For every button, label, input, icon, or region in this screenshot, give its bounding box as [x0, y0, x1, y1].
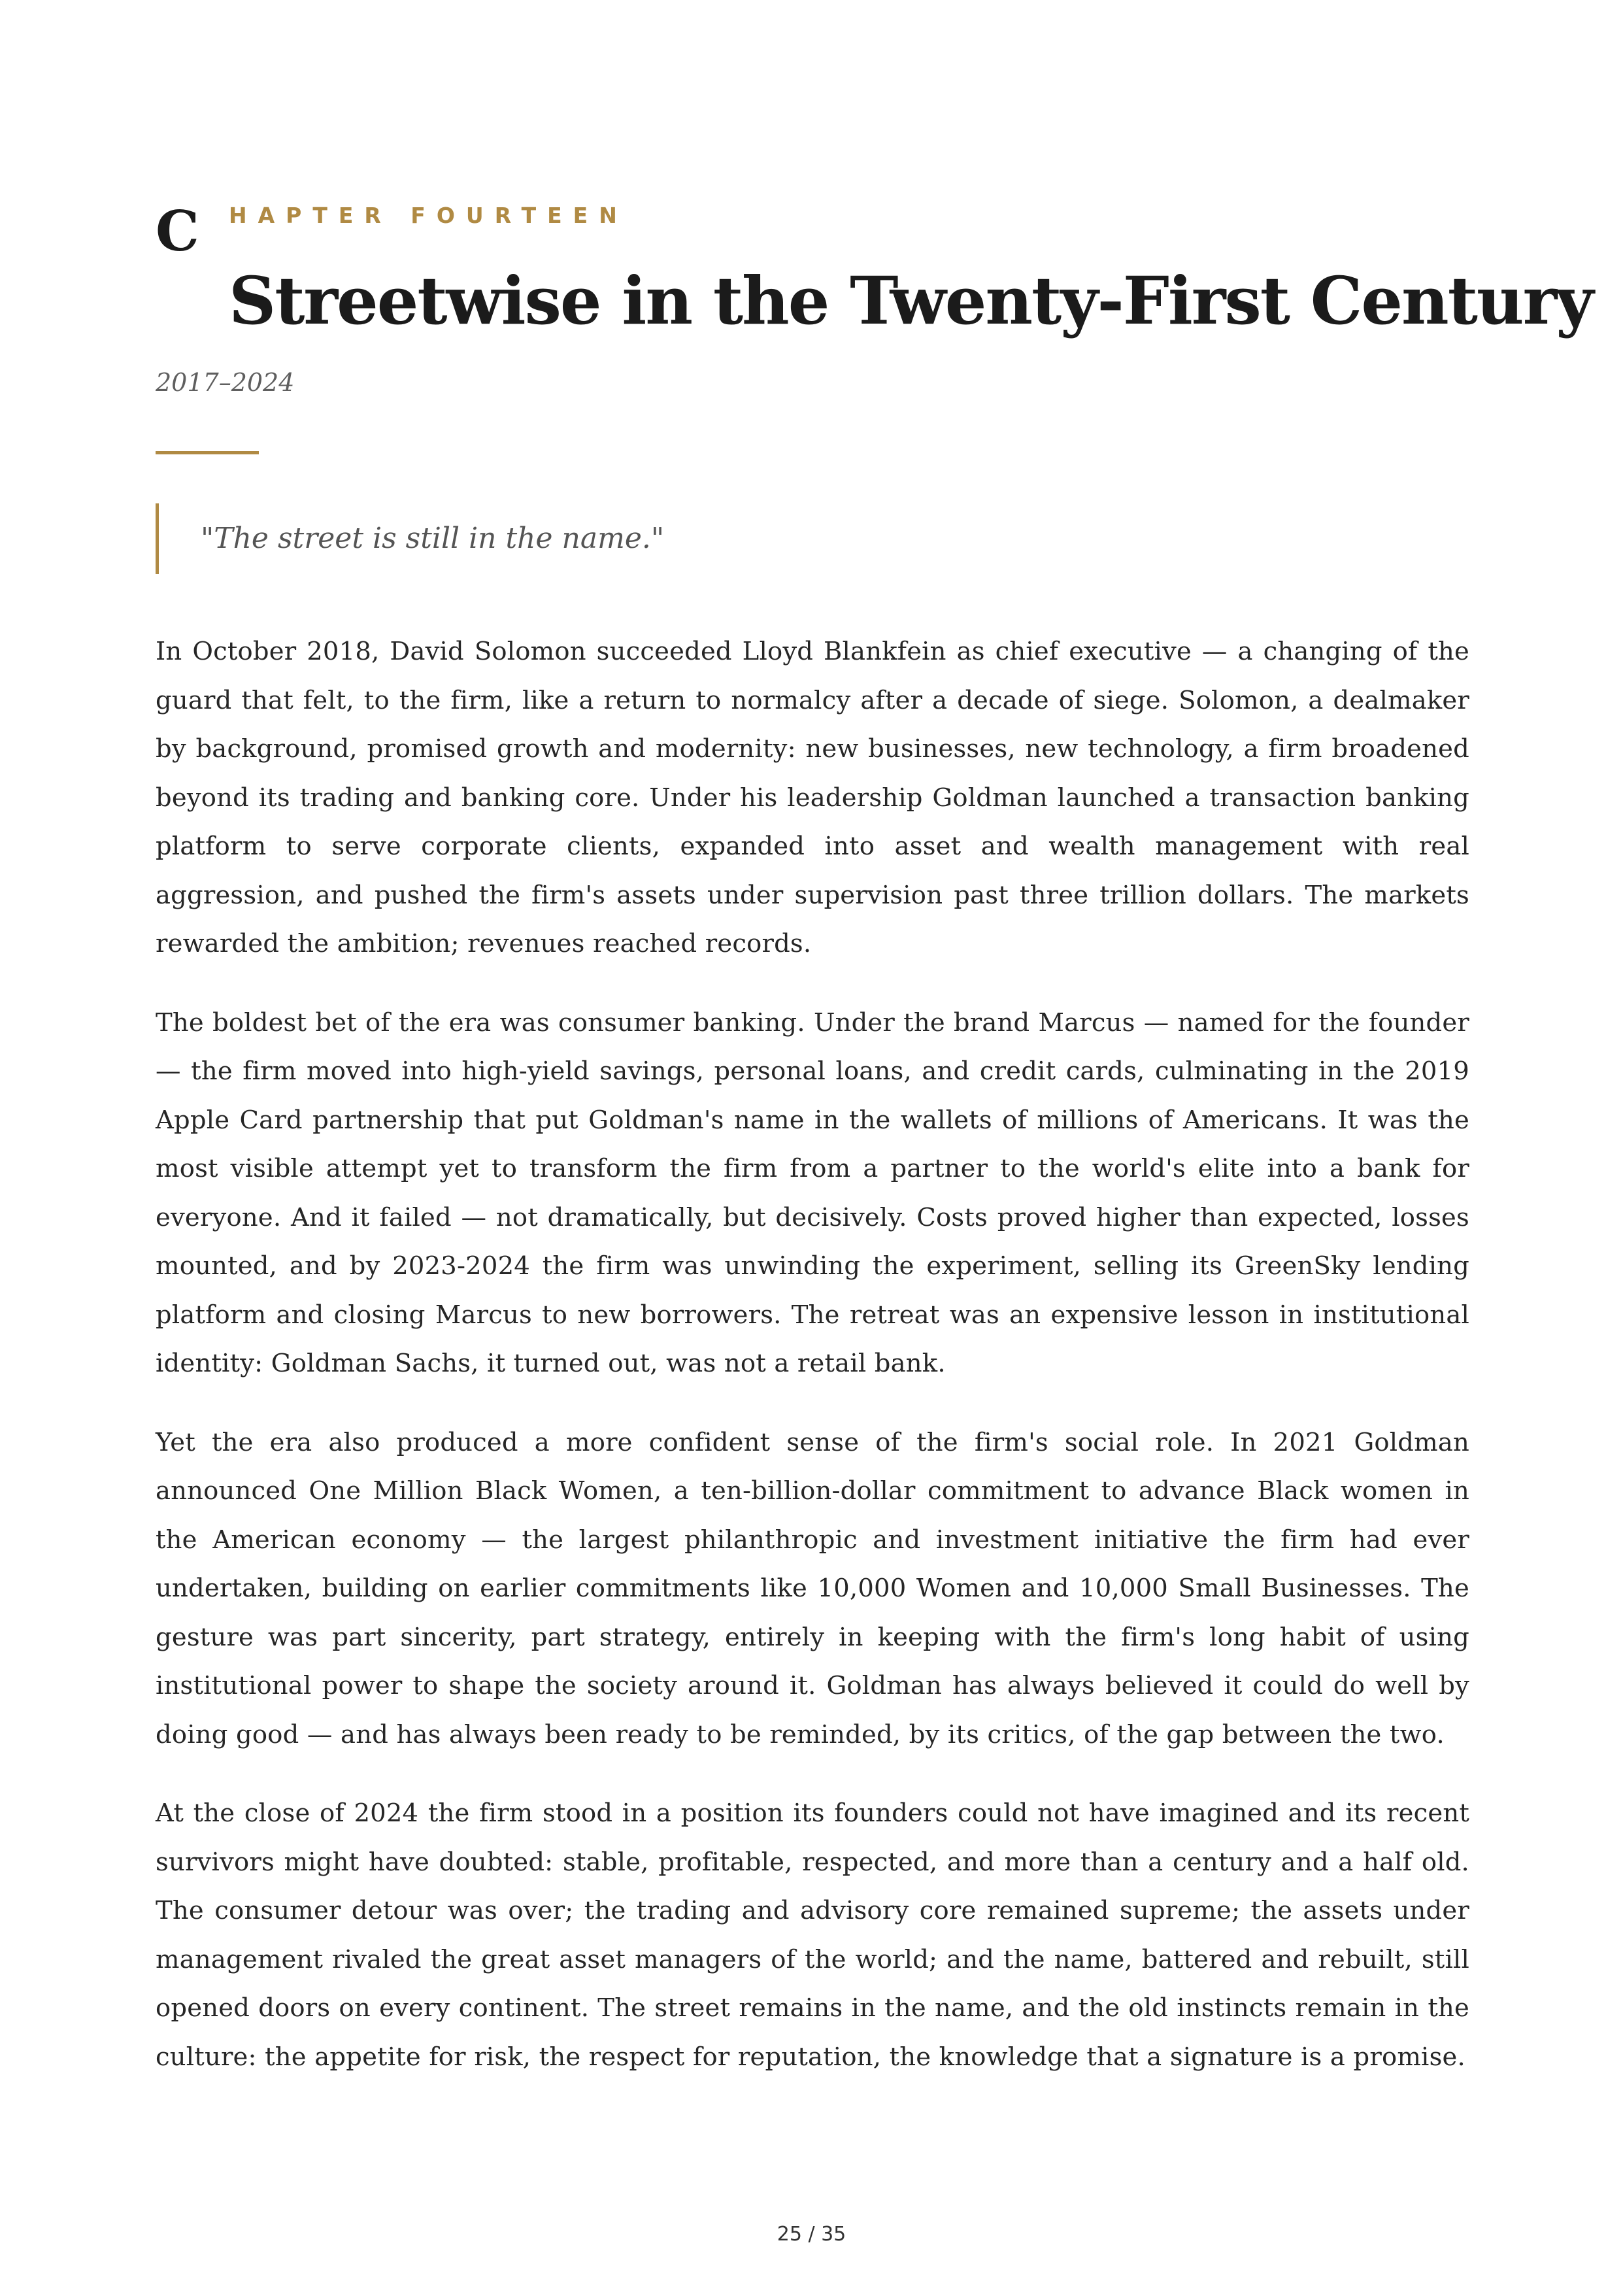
chapter-body — [156, 628, 1469, 2112]
body-paragraph-1: In October 2018, David Solomon succeeded Lloyd Blankfein as chief executive — a changing of the guard that felt, to the firm, like a return to normalcy after a decade of siege. Solomon, a dealmaker by background, promised growth and modernity: new businesses, new technology, a firm broadened beyond its trading and banking core. Under his leadership Goldman launched a transaction banking platform to serve corporate clients, expanded into asset and wealth management with real aggression, and pushed the firm's assets under supervision past three trillion dollars. The markets rewarded the ambition; revenues reached records. — [156, 637, 1469, 958]
epigraph-block — [156, 503, 1397, 574]
chapter-years: 2017–2024 — [156, 368, 295, 397]
body-paragraph-2: The boldest bet of the era was consumer banking. Under the brand Marcus — named for the founder — the firm moved into high-yield savings, personal loans, and credit cards, culminating in the 2019 Apple Card partnership that put Goldman's name in the wallets of millions of Americans. It was the most visible attempt yet to transform the firm from a partner to the world's elite into a bank for everyone. And it failed — not dramatically, but decisively. Costs proved higher than expected, losses mounted, and by 2023-2024 the firm was unwinding the experiment, selling its GreenSky lending platform and closing Marcus to new borrowers. The retreat was an expensive lesson in institutional identity: Goldman Sachs, it turned out, was not a retail bank. — [156, 1007, 1469, 1378]
chapter-drop-initial: C — [156, 199, 199, 263]
chapter-label: HAPTER FOURTEEN — [229, 203, 628, 228]
epigraph-quote: "The street is still in the name." — [201, 522, 665, 555]
decorative-rule — [156, 451, 259, 454]
page-number: 25 / 35 — [777, 2223, 846, 2246]
chapter-heading — [156, 196, 1593, 353]
chapter-title: Streetwise in the Twenty-First Century — [229, 262, 1593, 339]
body-paragraph-3: Yet the era also produced a more confident sense of the firm's social role. In 2021 Goldman announced One Million Black Women, a ten-billion-dollar commitment to advance Black women in the American economy — the largest philanthropic and investment initiative the firm had ever undertaken, building on earlier commitments like 10,000 Women and 10,000 Small Businesses. The gesture was part sincerity, part strategy, entirely in keeping with the firm's long habit of using institutional power to shape the society around it. Goldman has always believed it could do well by doing good — and has always been ready to be reminded, by its critics, of the gap between the two. — [156, 1427, 1469, 1749]
body-paragraph-4: At the close of 2024 the firm stood in a position its founders could not have imagined and its recent survivors might have doubted: stable, profitable, respected, and more than a century and a half old. The consumer detour was over; the trading and advisory core remained supreme; the assets under management rivaled the great asset managers of the world; and the name, battered and rebuilt, still opened doors on every continent. The street remains in the name, and the old instincts remain in the culture: the appetite for risk, the respect for reputation, the knowledge that a signature is a promise. — [156, 1798, 1469, 2072]
